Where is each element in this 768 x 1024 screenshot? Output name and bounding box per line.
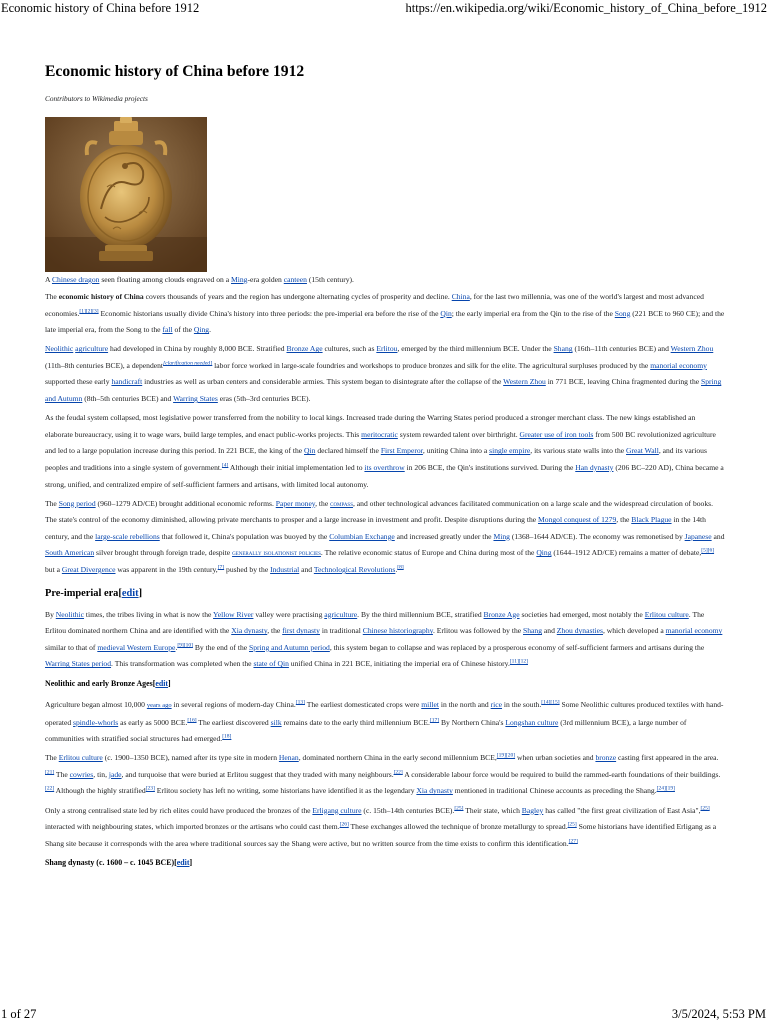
inline-link[interactable]: South American	[45, 548, 95, 558]
citation-ref[interactable]: [9][10]	[177, 642, 193, 649]
inline-link[interactable]: agriculture	[75, 344, 109, 354]
inline-link[interactable]: Erlitou	[376, 344, 398, 354]
inline-link[interactable]: single empire	[489, 446, 531, 456]
dragon-canteen-image[interactable]	[45, 117, 207, 272]
citation-ref[interactable]: [25]	[700, 805, 710, 811]
page-title: Economic history of China before 1912	[45, 63, 305, 80]
inline-link[interactable]: millet	[421, 699, 439, 709]
inline-link[interactable]: Chinese historiography	[362, 626, 433, 636]
print-footer	[0, 1006, 768, 1024]
caption-link[interactable]: canteen	[283, 275, 307, 284]
inline-link[interactable]: Henan	[278, 753, 299, 763]
inline-link[interactable]: Japanese	[684, 531, 712, 541]
inline-link[interactable]: Bronze Age	[286, 344, 323, 354]
inline-link[interactable]: Xia dynasty	[231, 626, 268, 636]
inline-link[interactable]: Erlitou culture	[644, 609, 689, 619]
inline-link[interactable]: Shang	[553, 344, 573, 354]
citation-ref[interactable]: [7]	[217, 564, 225, 571]
inline-link[interactable]: generally isolationist policies	[232, 548, 321, 558]
page-counter: 1 of 27	[1, 1007, 37, 1021]
citation-ref[interactable]: [5][6]	[701, 547, 715, 554]
article-content	[45, 60, 725, 876]
inline-link[interactable]: first dynasty	[282, 626, 320, 636]
caption-link[interactable]: Chinese dragon	[51, 275, 100, 284]
inline-link[interactable]: Great Divergence	[61, 565, 116, 574]
inline-link[interactable]: fall	[162, 325, 173, 335]
inline-link[interactable]: Zhou dynasties	[556, 626, 603, 636]
preimperial-paragraph: By Neolithic times, the tribes living in what is now the Yellow River valley were practising agriculture. By the third millennium BCE, stratified Bronze Age societies had emerged, most notably the Erlitou culture. The Erlitou dominated northern China and are identified with the Xia dynasty, the first dynasty in traditional Chinese historiography. Erlitou was followed by the Shang and Zhou dynasties, which developed a manorial economy similar to that of medieval Western Europe.[9][10] By the end of the Spring and Autumn period, this system began to collapse and was replaced by a prosperous economy of self-sufficient farmers and artisans during the Warring States period. This transformation was completed when the state of Qin unified China in 221 BCE, initiating the imperial era of Chinese history.[11][12]	[45, 609, 723, 669]
citation-ref[interactable]: [25]	[567, 821, 577, 828]
inline-link[interactable]: Paper money	[275, 498, 316, 508]
citation-ref[interactable]: [24][19]	[656, 785, 675, 792]
section-heading-shang: Shang dynasty (c. 1600 – c. 1045 BCE)[edit]	[45, 858, 193, 868]
inline-link[interactable]: Neolithic	[55, 609, 85, 619]
citation-ref[interactable]: [18]	[222, 733, 232, 740]
inline-link[interactable]: First Emperor	[380, 446, 423, 456]
inline-link[interactable]: Longshan culture	[505, 717, 559, 727]
section-heading-neolithic: Neolithic and early Bronze Ages[edit]	[45, 678, 171, 688]
caption-link[interactable]: Ming	[231, 275, 248, 284]
inline-link[interactable]: cowries	[69, 769, 94, 779]
inline-link[interactable]: large-scale rebellions	[95, 531, 160, 541]
inline-link[interactable]: Warring States	[173, 394, 218, 404]
citation-ref[interactable]: [25]	[454, 805, 464, 811]
inline-link[interactable]: Xia dynasty	[416, 786, 453, 796]
citation-ref[interactable]: [11][12]	[509, 658, 528, 665]
inline-link[interactable]: rice	[490, 699, 503, 709]
inline-link[interactable]: Greater use of iron tools	[519, 429, 594, 439]
inline-link[interactable]: Black Plague	[631, 515, 672, 525]
inline-link[interactable]: Ming	[493, 531, 510, 541]
inline-link[interactable]: Song period	[58, 498, 96, 508]
inline-link[interactable]: bronze	[595, 753, 617, 763]
print-header-url: https://en.wikipedia.org/wiki/Economic_history_of_China_before_1912	[405, 1, 767, 15]
edit-link[interactable]: edit	[176, 858, 190, 868]
citation-ref[interactable]: [16]	[187, 717, 197, 724]
citation-ref[interactable]: [19][20]	[496, 752, 516, 759]
citation-ref[interactable]: [14][15]	[541, 699, 560, 706]
citation-ref[interactable]: [17]	[429, 717, 440, 724]
citation-ref[interactable]: [23]	[145, 785, 155, 792]
lead-paragraph-1: The economic history of China covers thousands of years and the region has undergone alternating cycles of prosperity and decline. China, for the last two millennia, was one of the world's largest and most advanced economies.[1][2][3] Economic historians usually divide China's history into three periods: the pre-imperial era before the rise of the Qin; the early imperial era from the Qin to the rise of the Song (221 BCE to 960 CE); and the late imperial era, from the Song to the fall of the Qing.	[45, 292, 725, 335]
inline-link[interactable]: silk	[270, 717, 282, 727]
inline-link[interactable]: Erlitou culture	[58, 753, 103, 763]
inline-link[interactable]: Han dynasty	[575, 462, 614, 472]
inline-link[interactable]: handicraft	[111, 377, 143, 387]
inline-link[interactable]: Song	[614, 308, 631, 318]
citation-ref[interactable]: [13]	[295, 699, 305, 706]
inline-link[interactable]: Shang	[523, 626, 542, 636]
clarification-tag[interactable]: [clarification needed]	[163, 360, 213, 367]
inline-link[interactable]: Mongol conquest of 1279	[538, 515, 617, 525]
citation-ref[interactable]: [27]	[568, 838, 578, 845]
inline-link[interactable]: Technological Revolutions	[313, 565, 396, 574]
inline-link[interactable]: compass	[330, 498, 353, 508]
inline-link[interactable]: manorial economy	[650, 360, 707, 370]
inline-link[interactable]: Bagley	[521, 805, 544, 815]
inline-link[interactable]: its overthrow	[364, 462, 405, 472]
inline-link[interactable]: jade	[108, 769, 122, 779]
citation-ref[interactable]: [21]	[45, 769, 55, 776]
inline-link[interactable]: Neolithic	[45, 344, 74, 354]
citation-ref[interactable]: [22]	[45, 785, 55, 792]
inline-link[interactable]: years ago	[146, 701, 172, 709]
citation-ref[interactable]: [22]	[393, 769, 403, 776]
citation-ref[interactable]: [26]	[339, 821, 349, 828]
inline-link[interactable]: Western Zhou	[670, 344, 714, 354]
citation-ref[interactable]: [8]	[397, 564, 404, 571]
neolithic-paragraph-1: Agriculture began almost 10,000 years ago in several regions of modern-day China.[13] The earliest domesticated crops were millet in the north and rice in the south.[14][15] Some Neolithic cultures produced textiles with hand-operated spindle-whorls as early as 5000 BCE.[16] The earliest discovered silk remains date to the early third millennium BCE.[17] By Northern China's Longshan culture (3rd millennium BCE), a large number of communities with stratified social structures had emerged.[18]	[45, 699, 724, 744]
inline-link[interactable]: Yellow River	[213, 609, 254, 619]
inline-link[interactable]: Warring States period	[45, 659, 112, 669]
inline-link[interactable]: manorial economy	[665, 626, 723, 636]
inline-link[interactable]: China	[451, 292, 470, 301]
neolithic-paragraph-3: Only a strong centralised state led by rich elites could have produced the bronzes of the Erligang culture (c. 15th–14th centuries BCE).[25] Their state, which Bagley has called "the first great civilization of East Asia",[25] interacted with neighbouring states, which imported bronzes or the artisans who could cast them.[26] These exchanges allowed the technique of bronze metallurgy to spread.[25] Some historians have identified Erligang as a Shang site because it corresponds with the area where traditional sources say the Shang were active, but no written source from the time exists to confirm this identification.[27]	[45, 805, 717, 848]
inline-link[interactable]: Qin	[304, 446, 316, 456]
inline-link[interactable]: Columbian Exchange	[329, 531, 395, 541]
print-datetime: 3/5/2024, 5:53 PM	[671, 1007, 766, 1021]
inline-link[interactable]: Qin	[440, 308, 452, 318]
citation-ref[interactable]: [1][2][3]	[79, 308, 99, 315]
lead-paragraph-4: The Song period (960–1279 AD/CE) brought additional economic reforms. Paper money, the compass, and other technological advances facilitated communication on a large scale and the widespread circulation of books. The state's control of the economy diminished, allowing private merchants to prosper and a large increase in investment and profit. Despite disruptions during the Mongol conquest of 1279, the Black Plague in the 14th century, and the large-scale rebellions that followed it, China's population was buoyed by the Columbian Exchange and increased greatly under the Ming (1368–1644 AD/CE). The economy was remonetised by Japanese and South American silver brought through foreign trade, despite generally isolationist policies. The relative economic status of Europe and China during most of the Qing (1644–1912 AD/CE) remains a matter of debate,[5][6] but a Great Divergence was apparent in the 19th century,[7] pushed by the Industrial and Technological Revolutions.[8]	[45, 498, 725, 574]
edit-link[interactable]: edit	[121, 587, 139, 599]
inline-link[interactable]: Industrial	[270, 565, 300, 574]
figure-caption: A Chinese dragon seen floating among clouds engraved on a Ming-era golden canteen (15th century).	[45, 275, 354, 284]
edit-link[interactable]: edit	[155, 678, 169, 688]
inline-link[interactable]: Qing	[193, 325, 210, 335]
contributors-line: Contributors to Wikimedia projects	[45, 94, 148, 103]
inline-link[interactable]: Erligang culture	[312, 805, 362, 815]
neolithic-paragraph-2: The Erlitou culture (c. 1900–1350 BCE), named after its type site in modern Henan, dominated northern China in the early second millennium BCE,[19][20] when urban societies and bronze casting first appeared in the area.[21] The cowries, tin, jade, and turquoise that were buried at Erlitou suggest that they traded with many neighbours.[22] A considerable labour force would be required to build the rammed-earth foundations of their buildings.[22] Although the highly stratified[23] Erlitou society has left no writing, some historians have identified it as the legendary Xia dynasty mentioned in traditional Chinese accounts as preceding the Shang.[24][19]	[45, 752, 721, 796]
section-heading-preimperial: Pre-imperial era[edit]	[45, 587, 143, 599]
inline-link[interactable]: Spring and Autumn period	[249, 642, 330, 652]
inline-link[interactable]: Qing	[536, 548, 552, 558]
inline-link[interactable]: spindle-whorls	[73, 717, 119, 727]
citation-ref[interactable]: [4]	[221, 462, 229, 469]
inline-link[interactable]: medieval Western Europe	[97, 642, 176, 652]
lead-paragraph-2: Neolithic agriculture had developed in China by roughly 8,000 BCE. Stratified Bronze Age cultures, such as Erlitou, emerged by the third millennium BCE. Under the Shang (16th–11th centuries BCE) and Western Zhou (11th–8th centuries BCE), a dependent[clarification needed] labor force worked in large-scale foundries and workshops to produce bronzes and silk for the elite. The agricultural surpluses produced by the manorial economy supported these early handicraft industries as well as urban centers and considerable armies. This system began to disintegrate after the collapse of the Western Zhou in 771 BCE, leaving China fragmented during the Spring and Autumn (8th–5th centuries BCE) and Warring States eras (5th–3rd centuries BCE).	[45, 344, 722, 404]
inline-link[interactable]: Great Wall	[626, 446, 659, 456]
inline-link[interactable]: meritocratic	[361, 429, 398, 439]
inline-link[interactable]: state of Qin	[253, 659, 289, 669]
lead-paragraph-3: As the feudal system collapsed, most legislative power transferred from the nobility to local kings. Increased trade during the Warring States period produced a stronger merchant class. The new kings established an elaborate bureaucracy, using it to wage wars, build large temples, and enact public-works projects. This meritocratic system rewarded talent over birthright. Greater use of iron tools from 500 BC revolutionized agriculture and led to a large population increase during this period. In 221 BCE, the king of the Qin declared himself the First Emperor, uniting China into a single empire, its various state walls into the Great Wall, and its various peoples and traditions into a single system of government.[4] Although their initial implementation led to its overthrow in 206 BCE, the Qin's institutions survived. During the Han dynasty (206 BC–220 AD), China became a strong, unified, and centralized empire of self-sufficient farmers and artisans, with limited local autonomy.	[45, 413, 724, 489]
print-header-title: Economic history of China before 1912	[1, 1, 200, 15]
inline-link[interactable]: Spring and Autumn	[45, 377, 722, 404]
inline-link[interactable]: agriculture	[324, 609, 358, 619]
print-header	[0, 0, 768, 18]
inline-link[interactable]: Western Zhou	[503, 377, 546, 387]
inline-link[interactable]: Bronze Age	[483, 609, 520, 619]
